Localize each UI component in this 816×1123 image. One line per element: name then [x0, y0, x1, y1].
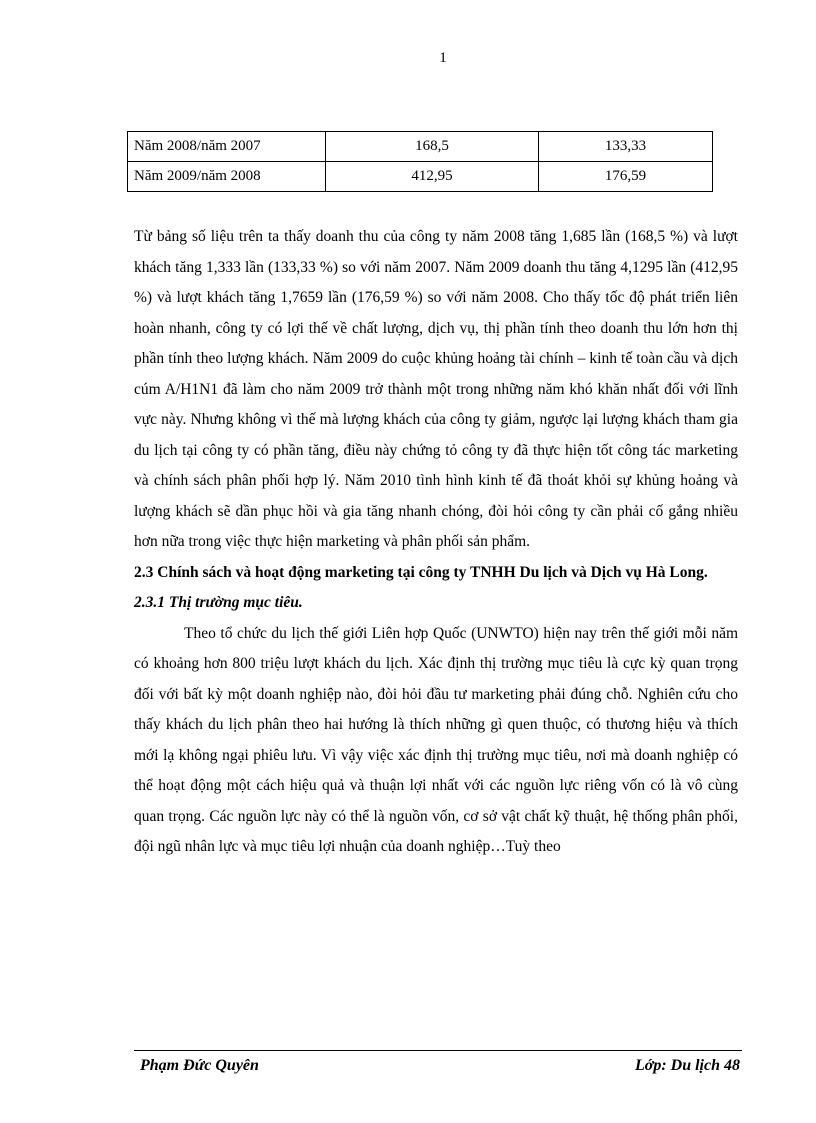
- table-cell: 412,95: [326, 162, 539, 192]
- subsection-heading: 2.3.1 Thị trường mục tiêu.: [134, 594, 303, 611]
- document-body: [134, 222, 738, 863]
- table-cell: Năm 2008/năm 2007: [128, 132, 326, 162]
- data-table: [127, 131, 713, 192]
- table-row: [128, 162, 713, 192]
- table-row: [128, 132, 713, 162]
- body-paragraph: Theo tổ chức du lịch thế giới Liên hợp Quốc (UNWTO) hiện nay trên thế giới mỗi năm có khoảng hơn 800 triệu lượt khách du lịch. Xác định thị trường mục tiêu là cực kỳ quan trọng đối với bất kỳ một doanh nghiệp nào, đòi hỏi đầu tư marketing phải đúng chỗ. Nghiên cứu cho thấy khách du lịch phân theo hai hướng là thích những gì quen thuộc, có thương hiệu và thích mới lạ không ngại phiêu lưu. Vì vậy việc xác định thị trường mục tiêu, nơi mà doanh nghiệp có thể hoạt động một cách hiệu quả và thuận lợi nhất với các nguồn lực riêng vốn có là vô cùng quan trọng. Các nguồn lực này có thể là nguồn vốn, cơ sở vật chất kỹ thuật, hệ thống phân phối, đội ngũ nhân lực và mục tiêu lợi nhuận của doanh nghiệp…Tuỳ theo: [134, 624, 738, 855]
- body-paragraph: Từ bảng số liệu trên ta thấy doanh thu của công ty năm 2008 tăng 1,685 lần (168,5 %) và lượt khách tăng 1,333 lần (133,33 %) so với năm 2007. Năm 2009 doanh thu tăng 4,1295 lần (412,95 %) và lượt khách tăng 1,7659 lần (176,59 %) so với năm 2008. Cho thấy tốc độ phát triển liên hoàn nhanh, công ty có lợi thế về chất lượng, dịch vụ, thị phần tính theo doanh thu lớn hơn thị phần tính theo lượng khách. Năm 2009 do cuộc khủng hoảng tài chính – kinh tế toàn cầu và dịch cúm A/H1N1 đã làm cho năm 2009 trở thành một trong những năm khó khăn nhất đối với lĩnh vực này. Nhưng không vì thế mà lượng khách của công ty giảm, ngược lại lượng khách tham gia du lịch tại công ty có phần tăng, điều này chứng tỏ công ty đã thực hiện tốt công tác marketing và chính sách phân phối hợp lý. Năm 2010 tình hình kinh tế đã thoát khỏi sự khủng hoảng và lượng khách sẽ dần phục hồi và gia tăng nhanh chóng, đòi hỏi công ty cần phải cố gắng nhiều hơn nữa trong việc thực hiện marketing và phân phối sản phẩm.: [134, 228, 738, 550]
- table-cell: 133,33: [539, 132, 713, 162]
- footer-class: Lớp: Du lịch 48: [634, 1057, 740, 1074]
- table-cell: 176,59: [539, 162, 713, 192]
- section-heading: 2.3 Chính sách và hoạt động marketing tại công ty TNHH Du lịch và Dịch vụ Hà Long.: [134, 563, 708, 581]
- table-cell: Năm 2009/năm 2008: [128, 162, 326, 192]
- page-number: 1: [439, 50, 447, 66]
- footer-divider: [134, 1050, 742, 1051]
- table-cell: 168,5: [326, 132, 539, 162]
- footer-author: Phạm Đức Quyên: [140, 1057, 259, 1074]
